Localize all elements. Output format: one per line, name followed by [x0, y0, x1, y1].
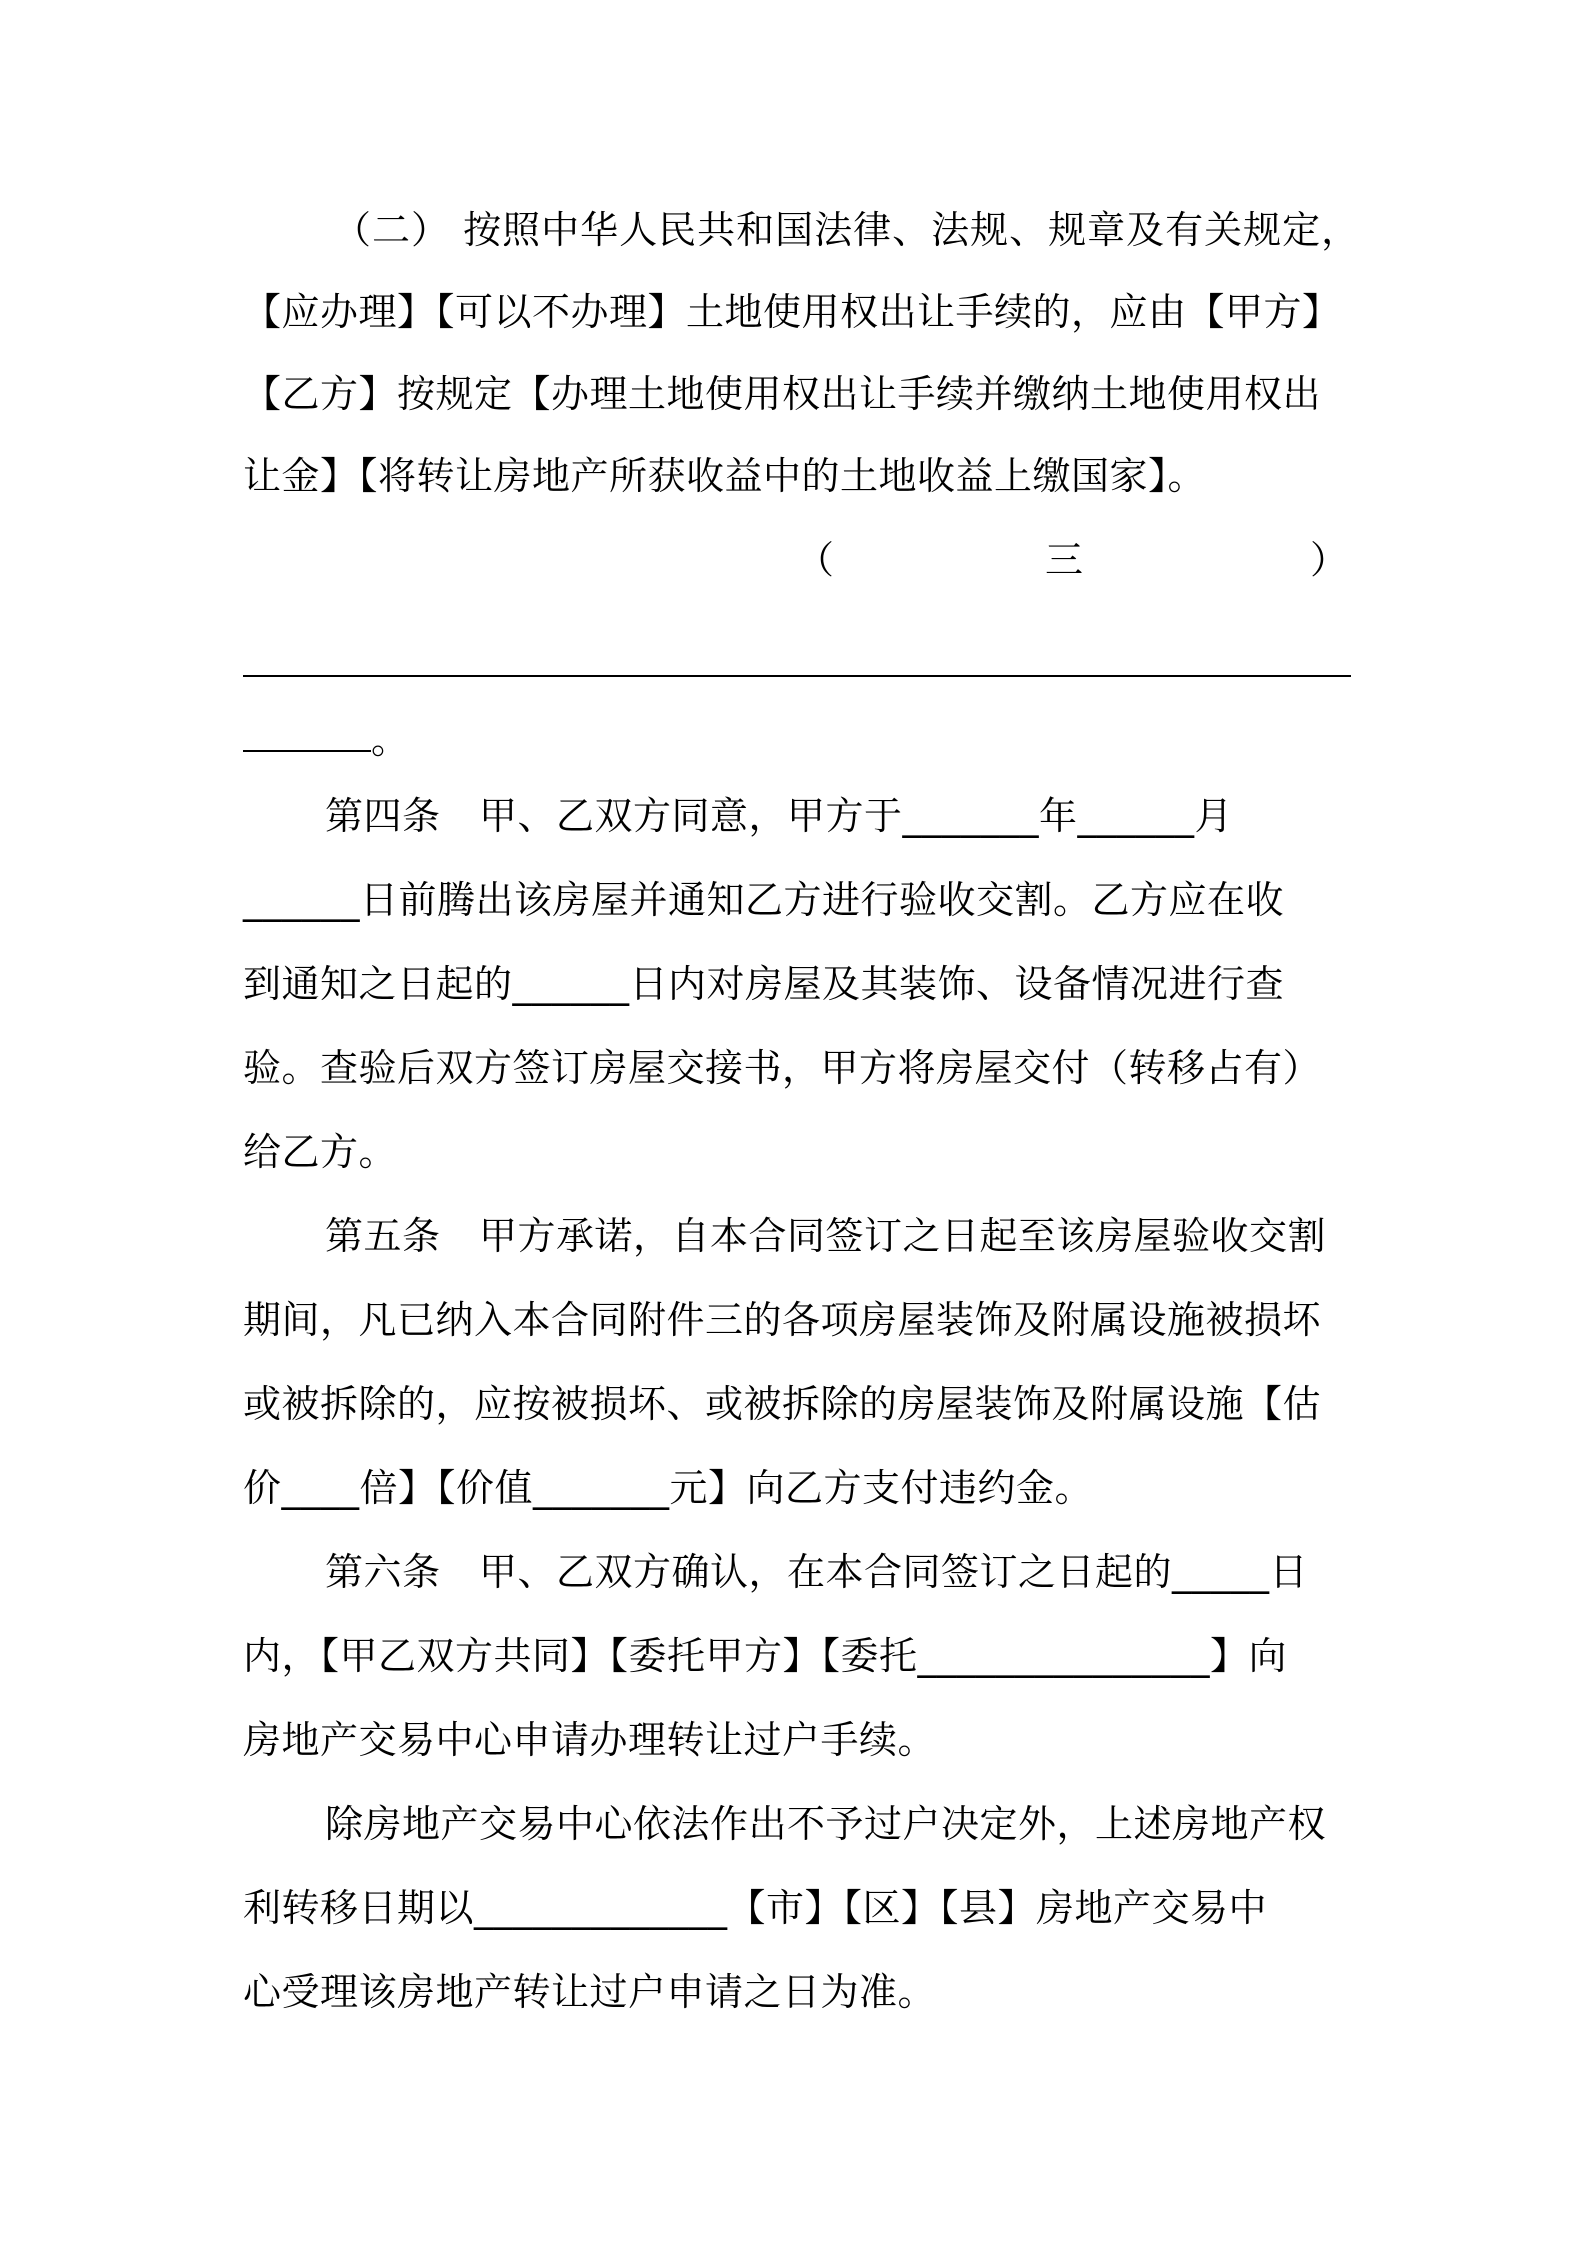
article-4-line-2: ______日前腾出该房屋并通知乙方进行验收交割。乙方应在收 — [243, 878, 1285, 922]
clause-3-close-paren: ） — [1310, 538, 1349, 582]
final-paragraph-line-2: 利转移日期以_____________【市】【区】【县】房地产交易中 — [243, 1886, 1268, 1930]
clause-2-line-1: （二） 按照中华人民共和国法律、法规、规章及有关规定， — [333, 208, 1361, 252]
article-4-line-4: 验。查验后双方签订房屋交接书，甲方将房屋交付（转移占有） — [243, 1046, 1322, 1090]
article-6-line-1: 第六条 甲、乙双方确认，在本合同签订之日起的_____日 — [325, 1550, 1309, 1594]
article-4-line-3: 到通知之日起的______日内对房屋及其装饰、设备情况进行查 — [243, 962, 1285, 1006]
clause-3-end-mark: 。 — [371, 718, 410, 762]
clause-3-number: 三 — [1045, 538, 1084, 582]
clause-3-open-paren: （ — [796, 538, 835, 582]
clause-2-line-2: 【应办理】【可以不办理】土地使用权出让手续的，应由【甲方】 — [243, 290, 1341, 334]
blank-underline — [243, 716, 371, 752]
final-paragraph-line-3: 心受理该房地产转让过户申请之日为准。 — [243, 1970, 937, 2014]
article-5-line-4: 价____倍】【价值_______元】向乙方支付违约金。 — [243, 1466, 1094, 1510]
article-6-line-3: 房地产交易中心申请办理转让过户手续。 — [243, 1718, 937, 1762]
article-5-line-3: 或被拆除的，应按被损坏、或被拆除的房屋装饰及附属设施【估 — [243, 1382, 1322, 1426]
clause-2-line-4: 让金】【将转让房地产所获收益中的土地收益上缴国家】。 — [243, 454, 1207, 498]
article-4-line-5: 给乙方。 — [243, 1130, 398, 1174]
blank-line-short — [243, 716, 409, 764]
article-5-line-1: 第五条 甲方承诺，自本合同签订之日起至该房屋验收交割 — [325, 1214, 1327, 1258]
blank-line-long — [243, 675, 1351, 677]
final-paragraph-line-1: 除房地产交易中心依法作出不予过户决定外，上述房地产权 — [325, 1802, 1327, 1846]
article-5-line-2: 期间，凡已纳入本合同附件三的各项房屋装饰及附属设施被损坏 — [243, 1298, 1322, 1342]
article-4-line-1: 第四条 甲、乙双方同意，甲方于_______年______月 — [325, 794, 1234, 838]
clause-2-line-3: 【乙方】按规定【办理土地使用权出让手续并缴纳土地使用权出 — [243, 372, 1322, 416]
article-6-line-2: 内，【甲乙双方共同】【委托甲方】【委托_______________】向 — [243, 1634, 1288, 1678]
